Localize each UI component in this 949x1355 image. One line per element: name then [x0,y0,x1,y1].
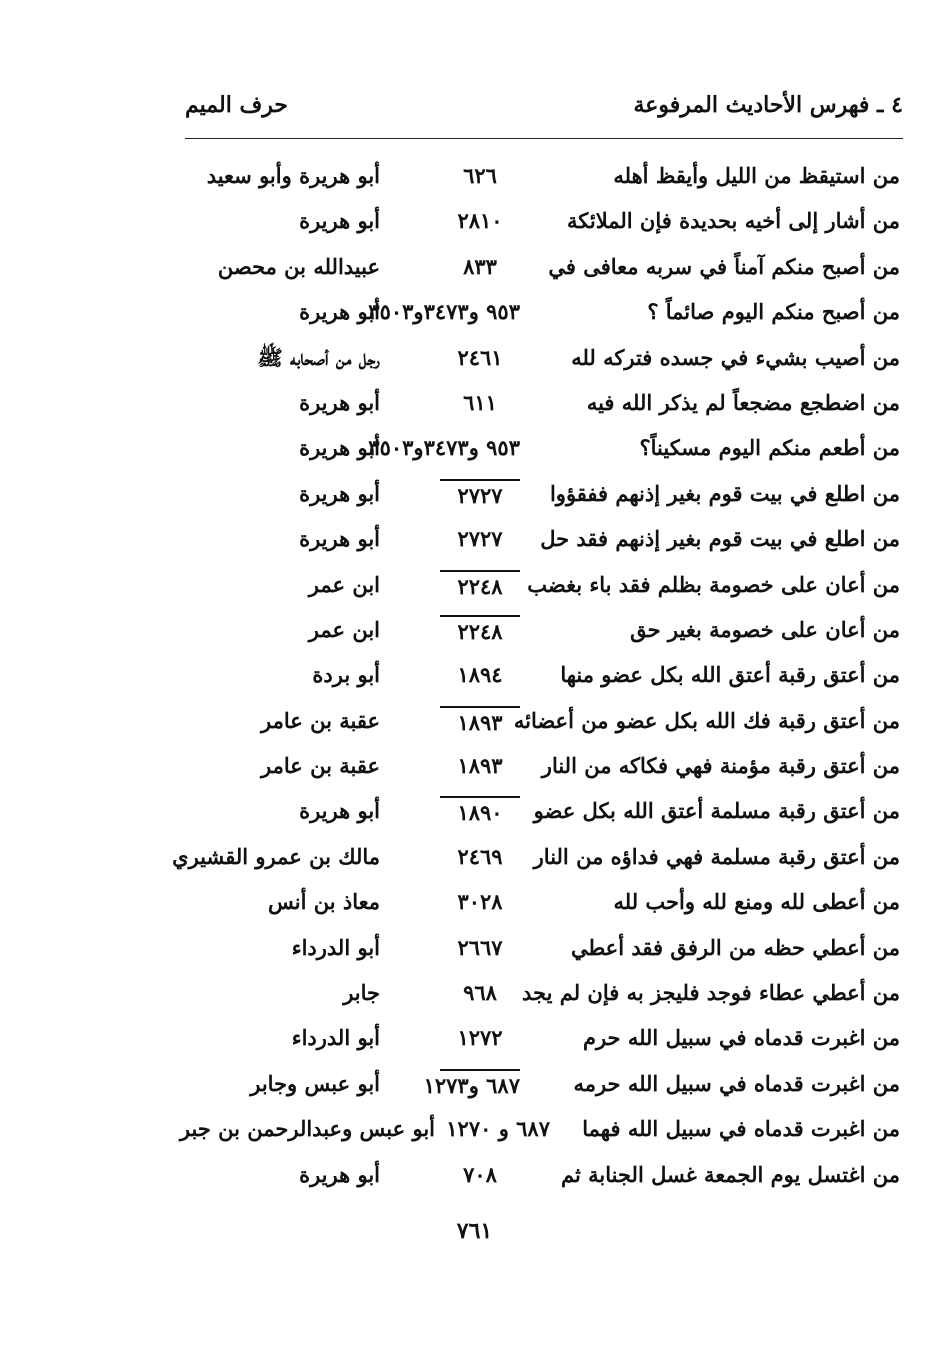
hadith-number: ٩٥٣ و٣٤٧٣و٣٥٠٣ [368,435,520,461]
page-number: ٧٦١ [456,1218,493,1244]
hadith-text: من اغبرت قدماه في سبيل الله فهما [582,1116,900,1142]
hadith-text: من أصبح منكم اليوم صائماً ؟ [647,299,900,325]
hadith-number: ٢٧٢٧ [457,526,503,552]
index-row [170,700,905,745]
narrator-name: أبو هريرة [299,299,380,325]
index-row [170,518,905,563]
hadith-text: من أعتق رقبة مؤمنة فهي فكاكه من النار [541,753,900,779]
narrator-name: عقبة بن عامر [261,707,380,733]
narrator-name: أبو هريرة [299,798,380,824]
hadith-text: من أعان على خصومة بظلم فقد باء بغضب [527,571,900,597]
narrator-name: رجل من أصحابه ﷺ [257,344,380,370]
narrator-name: أبو هريرة [299,435,380,461]
hadith-text: من اطلع في بيت قوم بغير إذنهم ففقؤوا [549,480,900,506]
index-row [170,1108,905,1153]
running-header [185,92,903,132]
narrator-name: جابر [343,980,380,1006]
hadith-text: من أعتق رقبة فك الله بكل عضو من أعضائه [513,707,900,733]
narrator-name: أبو بردة [312,662,380,688]
hadith-number: ٧٠٨ [463,1161,497,1187]
hadith-number: ٢٤٦١ [457,344,503,370]
hadith-number: ١٢٧٢ [457,1025,503,1051]
hadith-number: ١٨٩٠ [440,796,520,828]
index-row [170,972,905,1017]
narrator-name: أبو الدرداء [291,934,380,960]
hadith-number: ١٨٩٣ [440,706,520,738]
hadith-text: من اغتسل يوم الجمعة غسل الجنابة ثم [561,1161,900,1187]
narrator-name: معاذ بن أنس [267,889,380,915]
index-row [170,1017,905,1062]
index-row [170,473,905,518]
hadith-text: من أطعم منكم اليوم مسكيناً؟ [639,435,900,461]
hadith-number: ٢٢٤٨ [440,615,520,647]
index-row [170,337,905,382]
hadith-number: ٢٧٢٧ [440,479,520,511]
hadith-number: ٦٨٧ و ١٢٧٠ [446,1116,550,1142]
hadith-text: من أعان على خصومة بغير حق [630,616,900,642]
hadith-number: ٢٦٦٧ [457,934,503,960]
chapter-title: حرف الميم [185,92,289,118]
hadith-text: من أعطي حظه من الرفق فقد أعطي [570,934,900,960]
hadith-number: ٦١١ [463,389,497,415]
hadith-number: ٨٣٣ [463,253,497,279]
narrator-name: عقبة بن عامر [261,753,380,779]
hadith-text: من أعطي عطاء فوجد فليجز به فإن لم يجد [522,980,900,1006]
hadith-number: ٢٢٤٨ [440,570,520,602]
index-row [170,790,905,835]
hadith-number: ٣٠٢٨ [457,889,503,915]
index-row [170,745,905,790]
index-row [170,1063,905,1108]
narrator-name: أبو هريرة [299,1161,380,1187]
hadith-number: ٩٦٨ [463,980,497,1006]
hadith-number: ٢٤٦٩ [457,843,503,869]
hadith-text: من أشار إلى أخيه بحديدة فإن الملائكة [567,208,900,234]
hadith-number: ٢٨١٠ [457,208,503,234]
narrator-name: أبو عبس وعبدالرحمن بن جبر [179,1116,435,1142]
hadith-text: من أصيب بشيء في جسده فتركه لله [571,344,900,370]
hadith-text: من اطلع في بيت قوم بغير إذنهم فقد حل [540,526,900,552]
index-row [170,200,905,245]
index-row [170,881,905,926]
hadith-number: ٦٢٦ [463,163,497,188]
index-row [170,246,905,291]
hadith-number: ١٨٩٤ [457,662,503,688]
hadith-text: من استيقظ من الليل وأيقظ أهله [613,163,900,188]
hadith-text: من أعتق رقبة مسلمة فهي فداؤه من النار [533,843,900,869]
hadith-text: من أصبح منكم آمناً في سربه معافى في [548,253,900,279]
narrator-name: مالك بن عمرو القشيري [172,843,380,869]
hadith-text: من اغبرت قدماه في سبيل الله حرمه [573,1070,900,1096]
narrator-name: أبو هريرة [299,389,380,415]
narrator-name: أبو عبس وجابر [250,1070,380,1096]
hadith-text: من اضطجع مضجعاً لم يذكر الله فيه [586,389,900,415]
index-row [170,564,905,609]
narrator-name: أبو الدرداء [291,1025,380,1051]
hadith-index-list [170,155,905,1199]
index-row [170,155,905,200]
hadith-number: ٩٥٣ و٣٤٧٣و٣٥٠٣ [368,299,520,325]
hadith-text: من أعتق رقبة مسلمة أعتق الله بكل عضو [533,798,900,824]
header-divider [185,138,903,139]
index-row [170,382,905,427]
index-row [170,291,905,336]
narrator-name: أبو هريرة [299,526,380,552]
hadith-number: ٦٨٧ و١٢٧٣ [440,1069,520,1101]
hadith-text: من أعطى لله ومنع لله وأحب لله [613,889,900,915]
section-title: ٤ ـ فهرس الأحاديث المرفوعة [633,92,903,118]
index-row [170,654,905,699]
index-row [170,1154,905,1199]
index-row [170,427,905,472]
narrator-name: ابن عمر [308,616,380,642]
hadith-text: من اغبرت قدماه في سبيل الله حرم [582,1025,900,1051]
narrator-name: ابن عمر [308,571,380,597]
narrator-name: أبو هريرة وأبو سعيد [206,163,380,188]
index-row [170,609,905,654]
index-row [170,836,905,881]
narrator-name: أبو هريرة [299,208,380,234]
index-row [170,927,905,972]
narrator-name: أبو هريرة [299,480,380,506]
narrator-name: عبيدالله بن محصن [217,253,380,279]
hadith-text: من أعتق رقبة أعتق الله بكل عضو منها [560,662,900,688]
hadith-number: ١٨٩٣ [457,753,503,779]
